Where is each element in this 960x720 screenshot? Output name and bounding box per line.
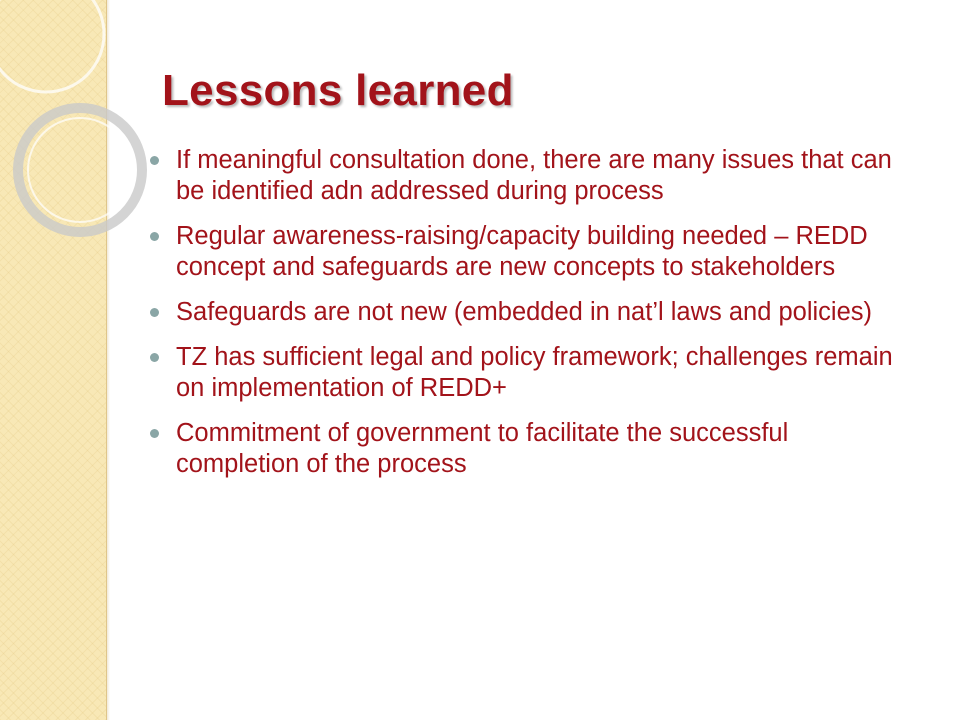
- bullet-text: Regular awareness-raising/capacity building needed – REDD concept and safeguards are new concepts to stakeholders: [176, 222, 868, 281]
- bullet-dot-icon: [150, 156, 159, 165]
- bullet-text: Commitment of government to facilitate the successful completion of the process: [176, 419, 789, 478]
- bullet-item: [150, 342, 910, 404]
- bullet-dot-icon: [150, 308, 159, 317]
- bullet-dot-icon: [150, 232, 159, 241]
- bullet-dot-icon: [150, 429, 159, 438]
- bullet-text: Safeguards are not new (embedded in nat’l laws and policies): [176, 298, 872, 326]
- side-strip-shadow: [106, 0, 110, 720]
- decorative-side-strip: [0, 0, 107, 720]
- bullet-text: If meaningful consultation done, there are many issues that can be identified adn addressed during process: [176, 146, 892, 205]
- bullet-list: [150, 145, 910, 494]
- bullet-item: [150, 221, 910, 283]
- bullet-item: [150, 297, 910, 328]
- bullet-item: [150, 145, 910, 207]
- bullet-item: [150, 418, 910, 480]
- bullet-dot-icon: [150, 353, 159, 362]
- slide-title: Lessons learned: [162, 66, 514, 115]
- bullet-text: TZ has sufficient legal and policy framework; challenges remain on implementation of REDD+: [176, 343, 893, 402]
